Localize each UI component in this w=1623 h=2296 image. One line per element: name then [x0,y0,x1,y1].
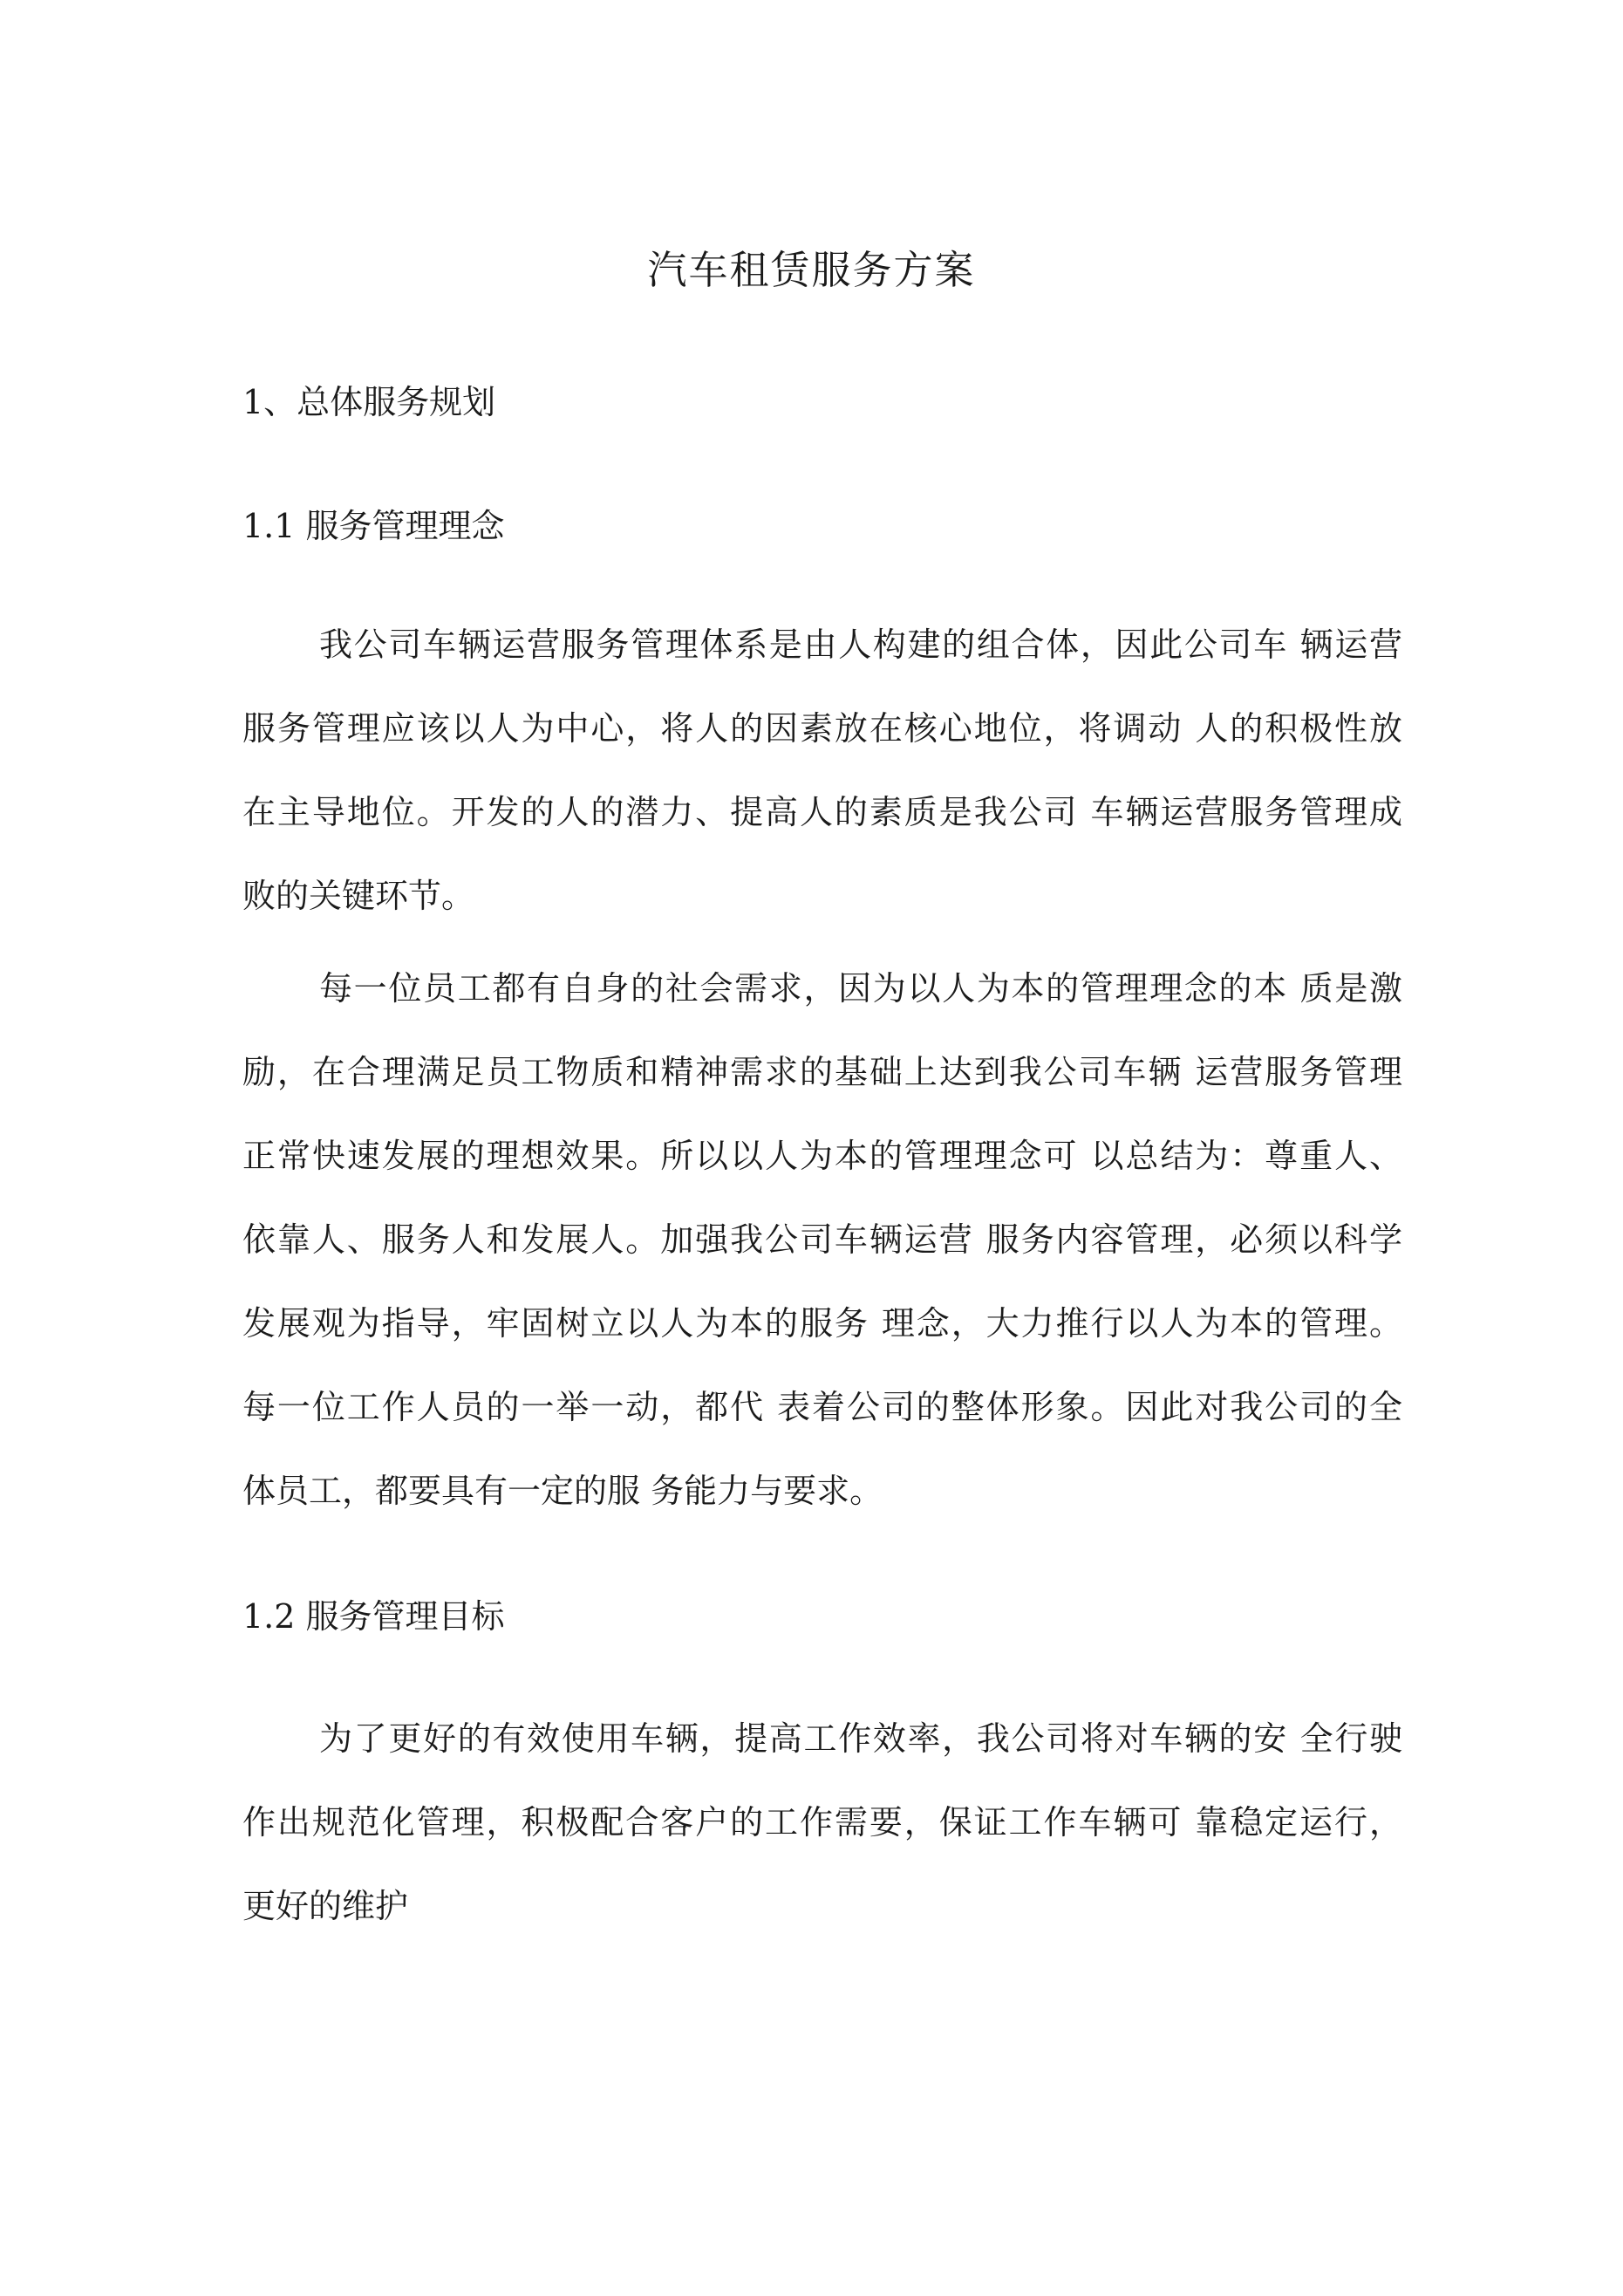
paragraph-line: 服务管理应该以人为中心，将人的因素放在核心地位，将调动 人的积极性放 [242,709,1402,748]
paragraph-line: 为了更好的有效使用车辆，提高工作效率，我公司将对车辆的安 全行驶 [319,1719,1402,1758]
paragraph-line: 在主导地位。开发的人的潜力、提高人的素质是我公司 车辆运营服务管理成 [242,793,1402,831]
paragraph-line: 我公司车辆运营服务管理体系是由人构建的组合体，因此公司车 辆运营 [319,625,1402,664]
paragraph-line: 依靠人、服务人和发展人。加强我公司车辆运营 服务内容管理，必须以科学 [242,1220,1402,1259]
paragraph-line: 正常快速发展的理想效果。所以以人为本的管理理念可 以总结为：尊重人、 [242,1137,1402,1175]
paragraph-line: 体员工，都要具有一定的服 务能力与要求。 [242,1472,883,1510]
section-heading-management-goal: 1.2 服务管理目标 [242,1597,505,1636]
paragraph-line: 作出规范化管理，积极配合客户的工作需要，保证工作车辆可 靠稳定运行， [242,1803,1402,1842]
paragraph-line: 每一位员工都有自身的社会需求，因为以人为本的管理理念的本 质是激 [319,969,1402,1008]
paragraph-line: 更好的维护 [242,1887,409,1925]
section-heading-overall-plan: 1、总体服务规划 [242,383,496,421]
section-heading-management-concept: 1.1 服务管理理念 [242,507,505,545]
paragraph-line: 败的关键环节。 [242,877,475,915]
document-title: 汽车租赁服务方案 [647,247,976,293]
paragraph-line: 每一位工作人员的一举一动，都代 表着公司的整体形象。因此对我公司的全 [242,1388,1402,1426]
paragraph-line: 发展观为指导，牢固树立以人为本的服务 理念，大力推行以人为本的管理。 [242,1304,1402,1343]
paragraph-line: 励，在合理满足员工物质和精神需求的基础上达到我公司车辆 运营服务管理 [242,1053,1402,1091]
